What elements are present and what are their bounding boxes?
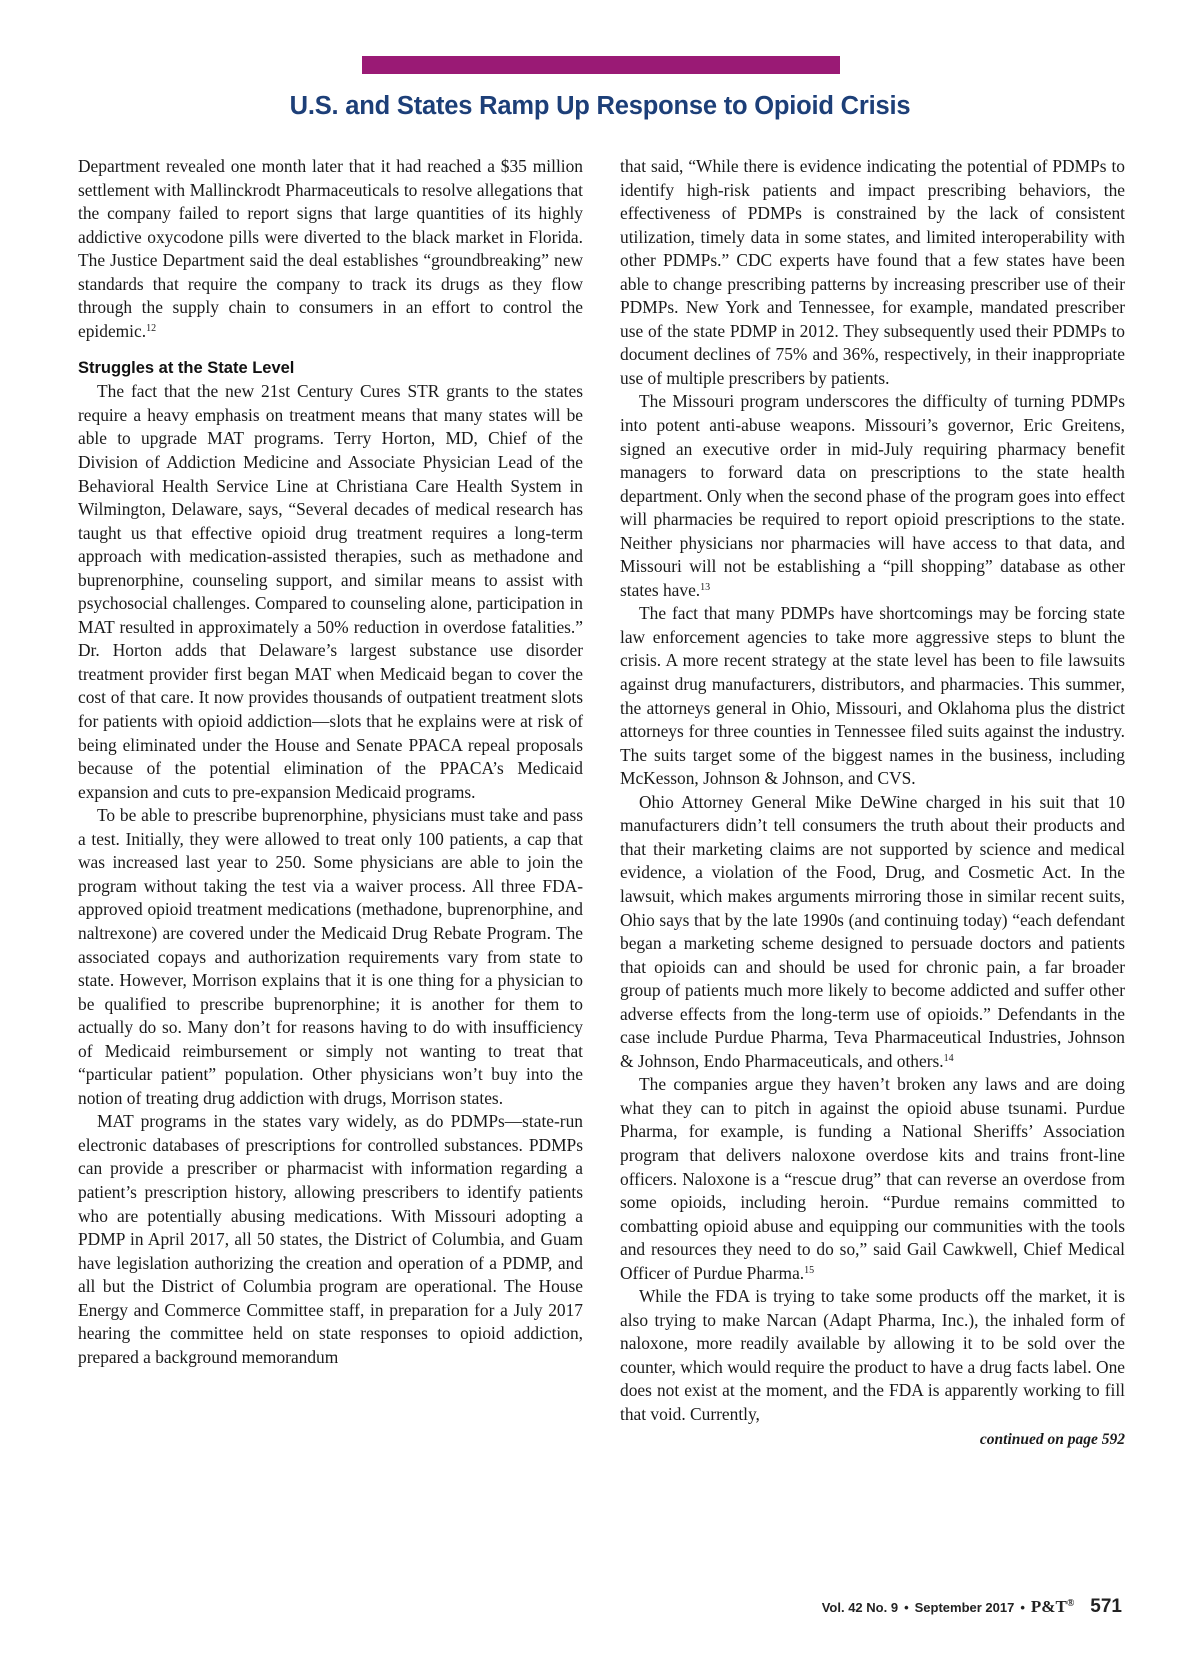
date-label: September 2017 bbox=[914, 1600, 1015, 1615]
paragraph: that said, “While there is evidence indicating the potential of PDMPs to identify high-risk patients and impact prescribing behaviors, the effectiveness of PDMPs is constrained by the lack of consistent utilization, timely data in some states, and limited interoperability with other PDMPs.” CDC experts have found that a few states have been able to change prescribing patterns by increasing prescriber use of their PDMPs. New York and Tennessee, for example, mandated prescriber use of the state PDMP in 2012. They subsequently used their PDMPs to document declines of 75% and 36%, respectively, in their inappropriate use of multiple prescribers by patients. bbox=[620, 156, 1125, 388]
paragraph: To be able to prescribe buprenorphine, physicians must take and pass a test. Initially, they were allowed to treat only 100 patients, a cap that was increased last year to 250. Some physicians are able to join the program without taking the test via a waiver process. All three FDA-approved opioid treatment medications (methadone, buprenorphine, and naltrexone) are covered under the Medicaid Drug Rebate Program. The associated copays and authorization requirements vary from state to state. However, Morrison explains that it is one thing for a physician to be qualified to prescribe buprenorphine; it is another for them to actually do so. Many don’t for reasons having to do with insufficiency of Medicaid reimbursement or simply not wanting to treat that “particular patient” population. Other physicians won’t buy into the notion of treating drug addiction with drugs, Morrison states. bbox=[78, 805, 583, 1108]
reference-marker[interactable]: 15 bbox=[804, 1264, 815, 1276]
reference-marker[interactable]: 12 bbox=[146, 322, 157, 334]
separator-icon: • bbox=[1020, 1600, 1025, 1615]
header-accent-bar bbox=[362, 56, 840, 74]
page-number: 571 bbox=[1090, 1596, 1122, 1617]
issue-label: Vol. 42 No. 9 bbox=[821, 1600, 899, 1615]
paragraph: The fact that many PDMPs have shortcomings may be forcing state law enforcement agencies to take more aggressive steps to blunt the crisis. A more recent strategy at the state level has been to file lawsuits against drug manufacturers, distributors, and pharmacies. This summer, the attorneys general in Ohio, Missouri, and Oklahoma plus the district attorneys for three counties in Tennessee filed suits against the industry. The suits target some of the biggest names in the business, including McKesson, Johnson & Johnson, and CVS. bbox=[620, 603, 1125, 789]
paragraph: The fact that the new 21st Century Cures STR grants to the states require a heavy emphasis on treatment means that many states will be able to upgrade MAT programs. Terry Horton, MD, Chief of the Division of Addiction Medicine and Associate Physician Lead of the Behavioral Health Service Line at Christiana Care Health System in Wilmington, Delaware, says, “Several decades of medical research has taught us that effective opioid drug treatment requires a long-term approach with medication-assisted therapies, such as methadone and buprenorphine, counseling support, and similar means to assist with psychosocial challenges. Compared to counseling alone, participation in MAT resulted in approximately a 50% reduction in overdose fatalities.” Dr. Horton adds that Delaware’s largest substance use disorder treatment provider first began MAT when Medicaid began to cover the cost of that care. It now provides thousands of outpatient treatment slots for patients with opioid addiction—slots that he explains were at risk of being eliminated under the House and Senate PPACA repeal proposals because of the potential elimination of the PPACA’s Medicaid expansion and cuts to pre-expansion Medicaid programs. bbox=[78, 381, 583, 802]
right-column bbox=[620, 155, 1125, 1451]
paragraph: MAT programs in the states vary widely, as do PDMPs—state-run electronic databases of prescriptions for controlled substances. PDMPs can provide a prescriber or pharmacist with information regarding a patient’s prescription history, allowing prescribers to identify patients who are potentially abusing medications. With Missouri adopting a PDMP in April 2017, all 50 states, the District of Columbia, and Guam have legislation authorizing the creation and operation of a PDMP, and all but the District of Columbia program are operational. The House Energy and Commerce Committee staff, in preparation for a July 2017 hearing the committee held on state responses to opioid addiction, prepared a background memorandum bbox=[78, 1111, 583, 1367]
article-title: U.S. and States Ramp Up Response to Opioid Crisis bbox=[289, 92, 911, 120]
paragraph: Ohio Attorney General Mike DeWine charged in his suit that 10 manufacturers didn’t tell consumers the truth about their products and that their marketing claims are not supported by science and medical evidence, a violation of the Food, Drug, and Cosmetic Act. In the lawsuit, which makes arguments mirroring those in similar recent suits, Ohio says that by the late 1990s (and continuing today) “each defendant began a marketing scheme designed to persuade doctors and patients that opioids can and should be used for chronic pain, a far broader group of patients much more likely to become addicted and suffer other adverse effects from the long-term use of opioids.” Defendants in the case include Purdue Pharma, Teva Pharmaceutical Industries, Johnson & Johnson, Endo Pharmaceuticals, and others.$^{14}$ bbox=[620, 791, 1125, 1071]
section-heading: Struggles at the State Level bbox=[78, 359, 295, 378]
reference-marker[interactable]: 14 bbox=[943, 1052, 954, 1064]
separator-icon: • bbox=[904, 1600, 909, 1615]
reference-marker[interactable]: 13 bbox=[700, 581, 711, 593]
paragraph: The Missouri program underscores the difficulty of turning PDMPs into potent anti-abuse weapons. Missouri’s governor, Eric Greitens, signed an executive order in mid-July requiring pharmacy benefit managers to forward data on prescriptions to the state health department. Only when the second phase of the program goes into effect will pharmacies be required to report opioid prescriptions to the state. Neither physicians nor pharmacies will have access to that data, and Missouri will not be establishing a “pill shopping” database as other states have.$^{13}$ bbox=[620, 391, 1125, 600]
page-footer bbox=[822, 1596, 1122, 1618]
paragraph: Department revealed one month later that it had reached a $35 million settlement with Mallinckrodt Pharmaceuticals to resolve allegations that the company failed to report signs that large quantities of its highly addictive oxycodone pills were diverted to the black market in Florida. The Justice Department said the deal establishes “groundbreaking” new standards that require the company to track its drugs as they flow through the supply chain to consumers in an effort to control the epidemic.$^{12}$ bbox=[78, 156, 583, 341]
left-column bbox=[78, 155, 583, 1369]
paragraph: While the FDA is trying to take some products off the market, it is also trying to make Narcan (Adapt Pharma, Inc.), the inhaled form of naloxone, more readily available by allowing it to be sold over the counter, which would require the product to have a drug facts label. One does not exist at the moment, and the FDA is apparently working to fill that void. Currently, bbox=[620, 1286, 1125, 1424]
journal-name: P&T® bbox=[1030, 1597, 1075, 1616]
paragraph: The companies argue they haven’t broken any laws and are doing what they can to pitch in against the opioid abuse tsunami. Purdue Pharma, for example, is funding a National Sheriffs’ Association program that delivers naloxone overdose kits and trains front-line officers. Naloxone is a “rescue drug” that can reverse an overdose from some opioids, including heroin. “Purdue remains committed to combatting opioid abuse and equipping our communities with the tools and resources they need to do so,” said Gail Cawkwell, Chief Medical Officer of Purdue Pharma.$^{15}$ bbox=[620, 1074, 1125, 1283]
continued-link[interactable]: continued on page 592 bbox=[979, 1430, 1125, 1448]
